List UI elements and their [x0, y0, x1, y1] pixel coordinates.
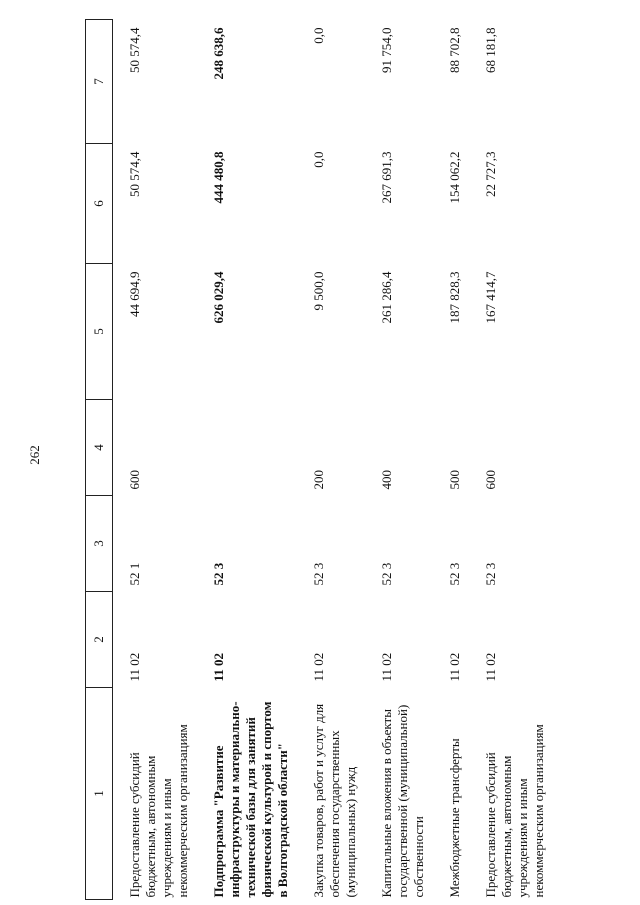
cell-program: 52 3 [311, 562, 326, 586]
cell-amount-7: 68 181,8 [483, 27, 498, 73]
cell-amount-6: 22 727,3 [483, 151, 498, 197]
cell-expense-type: 500 [447, 470, 462, 490]
budget-table [85, 19, 553, 900]
cell-expense-type: 400 [379, 470, 394, 490]
cell-amount-6: 267 691,3 [379, 151, 394, 204]
table-body [113, 20, 554, 900]
table-row [297, 20, 365, 900]
cell-amount-7: 50 574,4 [127, 27, 142, 73]
cell-section: 11 02 [483, 652, 498, 682]
cell-amount-5: 626 029,4 [211, 271, 226, 324]
table-row [113, 20, 198, 900]
cell-section: 11 02 [127, 652, 142, 682]
rotated-table-container [85, 0, 640, 905]
cell-section: 11 02 [311, 652, 326, 682]
cell-section: 11 02 [447, 652, 462, 682]
header-row [86, 20, 113, 900]
table-row [433, 20, 469, 900]
header-col-7: 7 [86, 20, 113, 144]
cell-description: Подпрограмма "Развитие инфраструктуры и материально-технической базы для занятий физической культурой и спортом в Волгоградской области" [211, 701, 290, 898]
table-row [197, 20, 297, 900]
cell-amount-7: 88 702,8 [447, 27, 462, 73]
cell-program: 52 3 [379, 562, 394, 586]
cell-amount-5: 44 694,9 [127, 271, 142, 317]
table-row [469, 20, 553, 900]
header-col-5: 5 [86, 264, 113, 400]
cell-program: 52 3 [447, 562, 462, 586]
cell-description: Капитальные вложения в объекты государственной (муниципальной) собственности [379, 704, 426, 898]
cell-amount-5: 261 286,4 [379, 271, 394, 324]
cell-amount-7: 91 754,0 [379, 27, 394, 73]
cell-amount-5: 187 828,3 [447, 271, 462, 324]
cell-amount-7: 248 638,6 [211, 27, 226, 80]
cell-description: Межбюджетные трансферты [447, 738, 462, 898]
table-row [365, 20, 433, 900]
header-col-4: 4 [86, 400, 113, 496]
header-col-6: 6 [86, 144, 113, 264]
cell-section: 11 02 [379, 652, 394, 682]
cell-amount-6: 50 574,4 [127, 151, 142, 197]
cell-program: 52 3 [483, 562, 498, 586]
cell-amount-6: 444 480,8 [211, 151, 226, 204]
cell-expense-type [197, 400, 297, 496]
cell-description: Предоставление субсидий бюджетным, автономным учреждениям и иным некоммерческим организациям [127, 724, 190, 898]
cell-expense-type: 600 [127, 470, 142, 490]
cell-amount-6: 0,0 [311, 151, 326, 168]
cell-amount-5: 9 500,0 [311, 271, 326, 311]
page-number: 262 [27, 445, 42, 465]
cell-amount-5: 167 414,7 [483, 271, 498, 324]
cell-section: 11 02 [211, 652, 226, 682]
cell-description: Закупка товаров, работ и услуг для обеспечения государственных (муниципальных) нужд [311, 703, 358, 898]
header-col-3: 3 [86, 496, 113, 592]
header-col-1: 1 [86, 688, 113, 900]
cell-program: 52 1 [127, 562, 142, 586]
cell-program: 52 3 [211, 562, 226, 586]
header-col-2: 2 [86, 592, 113, 688]
cell-expense-type: 600 [483, 470, 498, 490]
cell-expense-type: 200 [311, 470, 326, 490]
cell-amount-7: 0,0 [311, 27, 326, 44]
cell-amount-6: 154 062,2 [447, 151, 462, 204]
cell-description: Предоставление субсидий бюджетным, автономным учреждениям и иным некоммерческим организациям [483, 724, 546, 898]
